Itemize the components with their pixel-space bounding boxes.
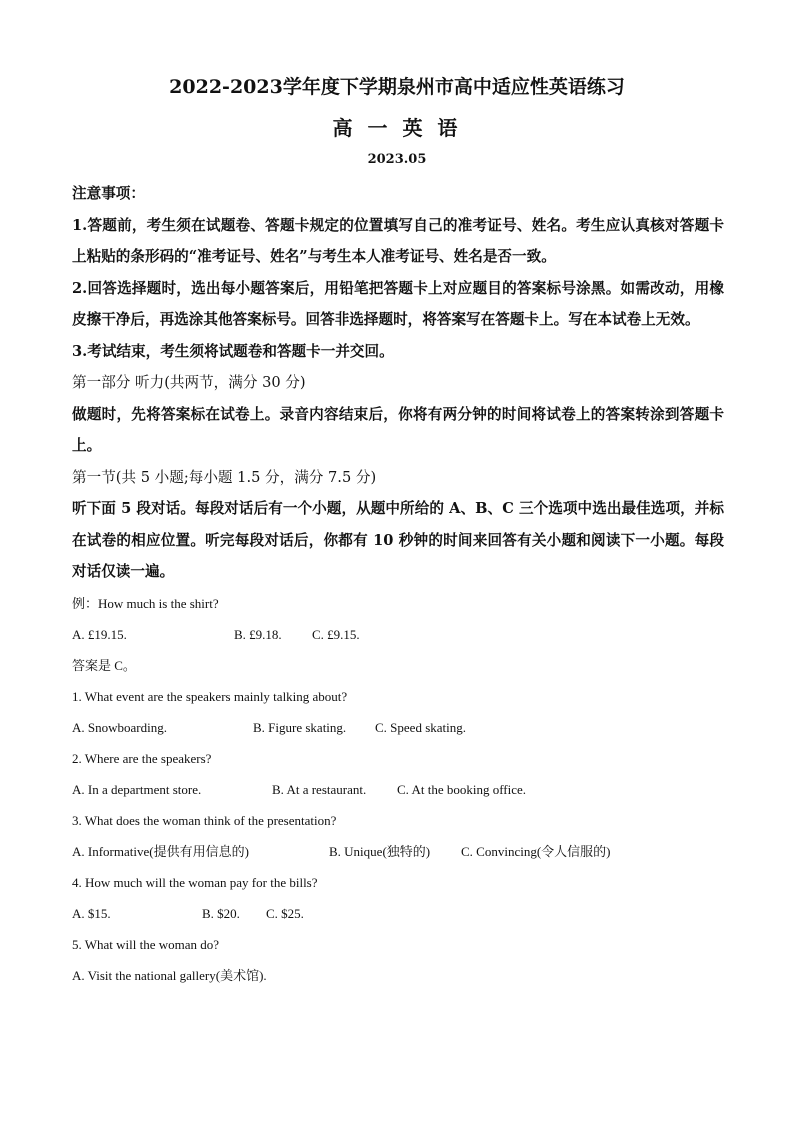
section1-instruction: 听下面 5 段对话。每段对话后有一个小题，从题中所给的 A、B、C 三个选项中选出最佳选项，并标在试卷的相应位置。听完每段对话后，你都有 10 秒钟的时间来回答有关小题和阅读下一小题。每段对话仅读一遍。 [72,500,724,580]
part1-heading: 第一部分 听力(共两节，满分 30 分) [72,374,306,391]
example-option-a: A. £19.15. [72,626,127,642]
example-answer: 答案是 C。 [72,657,136,673]
q1-option-b: B. Figure skating. [253,719,347,735]
q2-option-a: A. In a department store. [72,781,202,797]
q1-option-a: A. Snowboarding. [72,719,167,735]
question-1: 1. What event are the speakers mainly talking about? [72,688,348,704]
example-question: 例：How much is the shirt? [72,595,219,611]
q1-option-c: C. Speed skating. [375,719,466,735]
q3-option-b: B. Unique(独特的) [329,843,431,859]
question-1-options [72,712,724,743]
q5-option-a: A. Visit the national gallery(美术馆). [72,967,267,983]
question-2-options [72,774,724,805]
question-3-options [72,836,724,867]
q4-option-b: B. $20. [202,905,240,921]
question-5: 5. What will the woman do? [72,936,220,952]
example-option-b: B. £9.18. [234,626,282,642]
question-2: 2. Where are the speakers? [72,750,212,766]
exam-date: 2023.05 [367,152,427,167]
question-3: 3. What does the woman think of the presentation? [72,812,337,828]
question-4: 4. How much will the woman pay for the bills? [72,874,318,890]
section1-heading: 第一节(共 5 小题;每小题 1.5 分，满分 7.5 分) [72,468,377,486]
q4-option-a: A. $15. [72,905,111,921]
example-options [72,619,724,650]
question-4-options [72,898,724,929]
notice-item-2: 2.回答选择题时，选出每小题答案后，用铅笔把答题卡上对应题目的答案标号涂黑。如需改动，用橡皮擦干净后，再选涂其他答案标号。回答非选择题时，将答案写在答题卡上。写在本试卷上无效。 [72,279,724,328]
notice-item-1: 1.答题前，考生须在试题卷、答题卡规定的位置填写自己的准考证号、姓名。考生应认真核对答题卡上粘贴的条形码的“准考证号、姓名”与考生本人准考证号、姓名是否一致。 [72,216,724,265]
main-title: 2022-2023学年度下学期泉州市高中适应性英语练习 [169,76,625,98]
q2-option-b: B. At a restaurant. [272,781,367,797]
q3-option-c: C. Convincing(令人信服的) [461,843,611,859]
notice-item-3: 3.考试结束，考生须将试题卷和答题卡一并交回。 [72,342,394,360]
example-option-c: C. £9.15. [312,626,360,642]
part1-instruction: 做题时，先将答案标在试卷上。录音内容结束后，你将有两分钟的时间将试卷上的答案转涂到答题卡上。 [72,405,724,454]
notice-heading: 注意事项： [72,185,145,202]
q3-option-a: A. Informative(提供有用信息的) [72,843,249,859]
q4-option-c: C. $25. [266,905,304,921]
question-5-options [72,960,724,991]
exam-content [72,178,724,991]
q2-option-c: C. At the booking office. [397,781,527,797]
subject-title: 高 一 英 语 [332,116,462,140]
